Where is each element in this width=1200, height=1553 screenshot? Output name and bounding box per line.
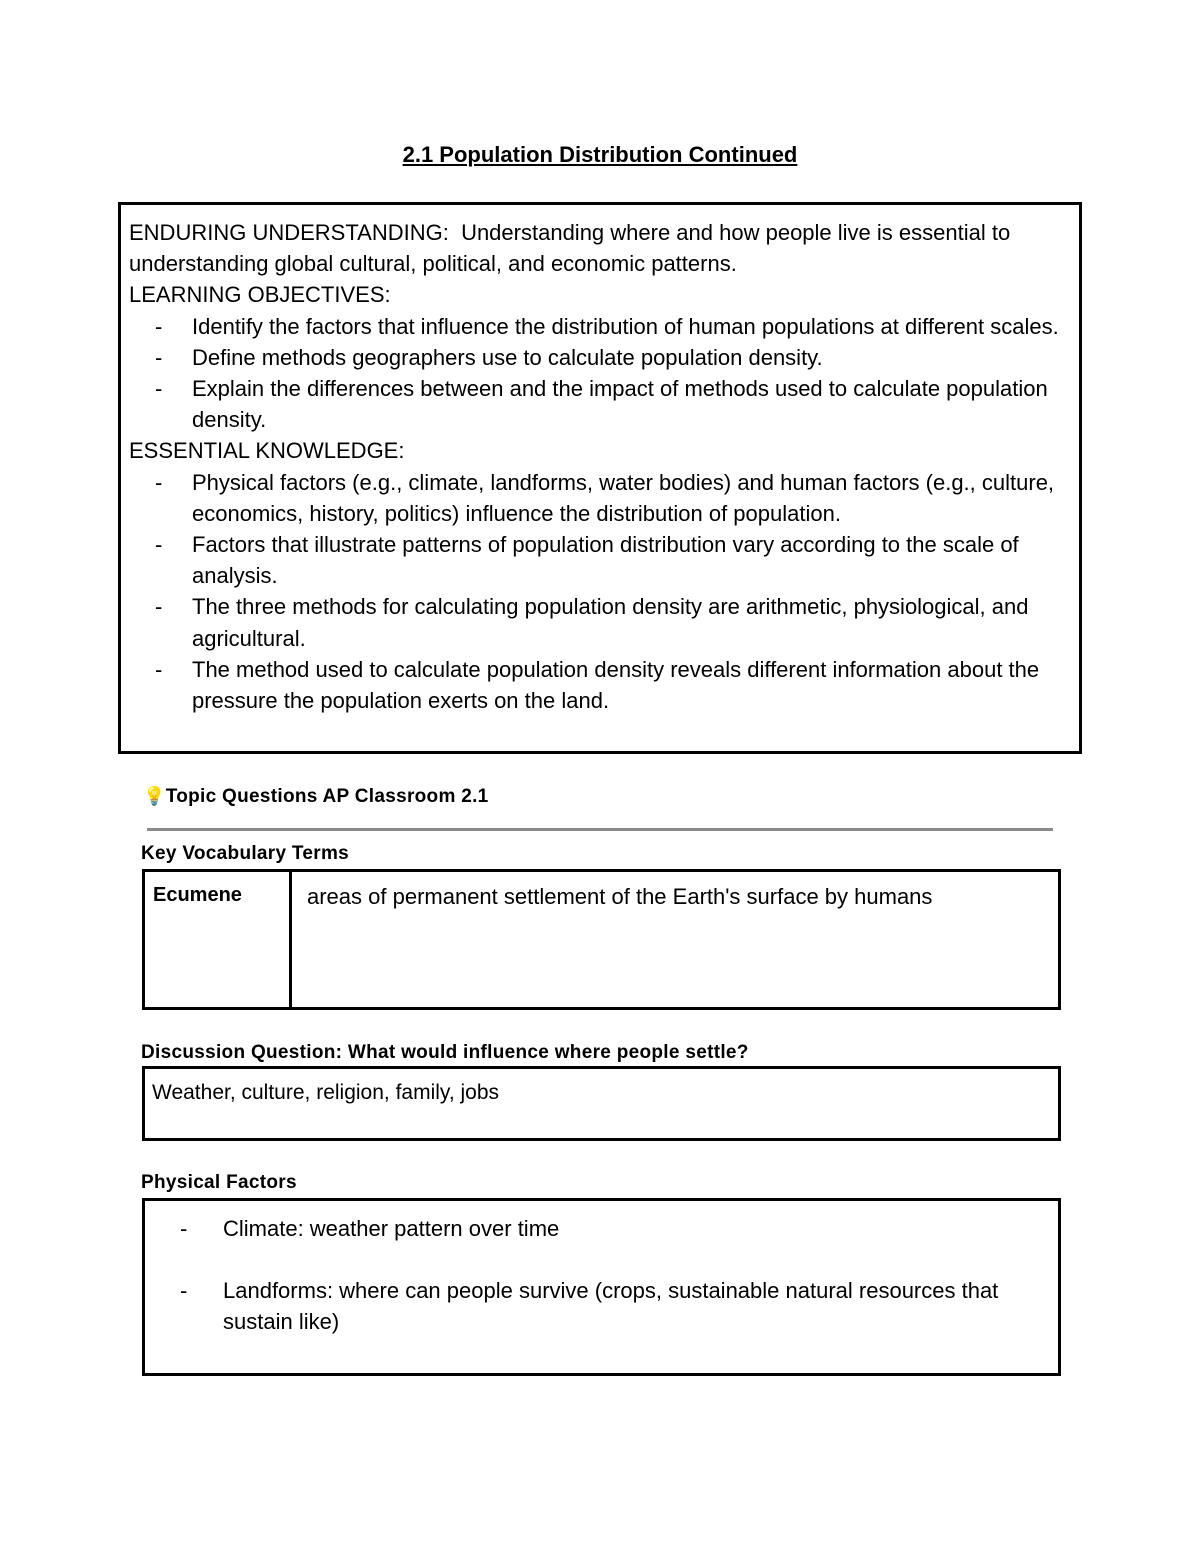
knowledge-label: ESSENTIAL KNOWLEDGE: — [129, 438, 405, 464]
dash: - — [180, 1216, 188, 1241]
vocab-definition: areas of permanent settlement of the Earth's surface by humans — [307, 884, 933, 909]
enduring-text: Understanding where and how people live is essential to understanding global cultural, political, and economic patterns. — [129, 220, 1011, 277]
vocab-table — [142, 869, 1061, 1010]
physical-item-text: Landforms: where can people survive (crops, sustainable natural resources that sustain like) — [223, 1278, 999, 1334]
dash: - — [180, 1278, 188, 1303]
vocab-heading: Key Vocabulary Terms — [141, 843, 350, 864]
dash: - — [155, 594, 163, 620]
physical-item — [145, 1275, 1058, 1337]
knowledge-text: Physical factors (e.g., climate, landforms, water bodies) and human factors (e.g., culture, economics, history, politics) influence the distribution of population. — [192, 469, 1055, 526]
knowledge-item — [129, 654, 1073, 716]
knowledge-text: The three methods for calculating population density are arithmetic, physiological, and agricultural. — [192, 594, 1029, 651]
dash: - — [155, 344, 163, 370]
physical-item-text: Climate: weather pattern over time — [223, 1216, 560, 1241]
page-title: 2.1 Population Distribution Continued — [402, 142, 798, 167]
objective-item — [129, 342, 1073, 373]
objectives-label: LEARNING OBJECTIVES: — [129, 282, 391, 308]
topic-heading — [143, 786, 489, 808]
discussion-answer: Weather, culture, religion, family, jobs — [152, 1081, 500, 1104]
enduring-understanding — [129, 217, 1073, 279]
dash: - — [155, 469, 163, 495]
knowledge-item — [129, 591, 1073, 653]
enduring-label: ENDURING UNDERSTANDING: — [129, 220, 449, 245]
vocab-term: Ecumene — [145, 872, 292, 1007]
discussion-heading: Discussion Question: What would influence where people settle? — [141, 1042, 749, 1063]
objective-text: Identify the factors that influence the distribution of human populations at different scales. — [192, 313, 1059, 339]
divider — [147, 828, 1053, 831]
physical-factors-box — [142, 1198, 1061, 1376]
knowledge-text: Factors that illustrate patterns of population distribution vary according to the scale of analysis. — [192, 532, 1019, 589]
knowledge-item — [129, 467, 1073, 529]
objective-item — [129, 373, 1073, 435]
dash: - — [155, 313, 163, 339]
lightbulb-icon: 💡 — [143, 786, 166, 806]
objective-item — [129, 311, 1073, 342]
topic-heading-text: Topic Questions AP Classroom 2.1 — [165, 786, 489, 807]
knowledge-text: The method used to calculate population density reveals different information about the pressure the population exerts on the land. — [192, 656, 1040, 714]
dash: - — [155, 532, 163, 558]
objective-text: Define methods geographers use to calculate population density. — [192, 344, 823, 370]
physical-item — [145, 1213, 1058, 1244]
discussion-answer-box — [142, 1066, 1061, 1141]
objective-text: Explain the differences between and the impact of methods used to calculate population density. — [192, 376, 1048, 433]
enduring-understanding-box — [118, 202, 1082, 754]
dash: - — [155, 376, 163, 402]
dash: - — [155, 656, 163, 682]
physical-heading: Physical Factors — [141, 1172, 297, 1193]
knowledge-item — [129, 529, 1073, 591]
